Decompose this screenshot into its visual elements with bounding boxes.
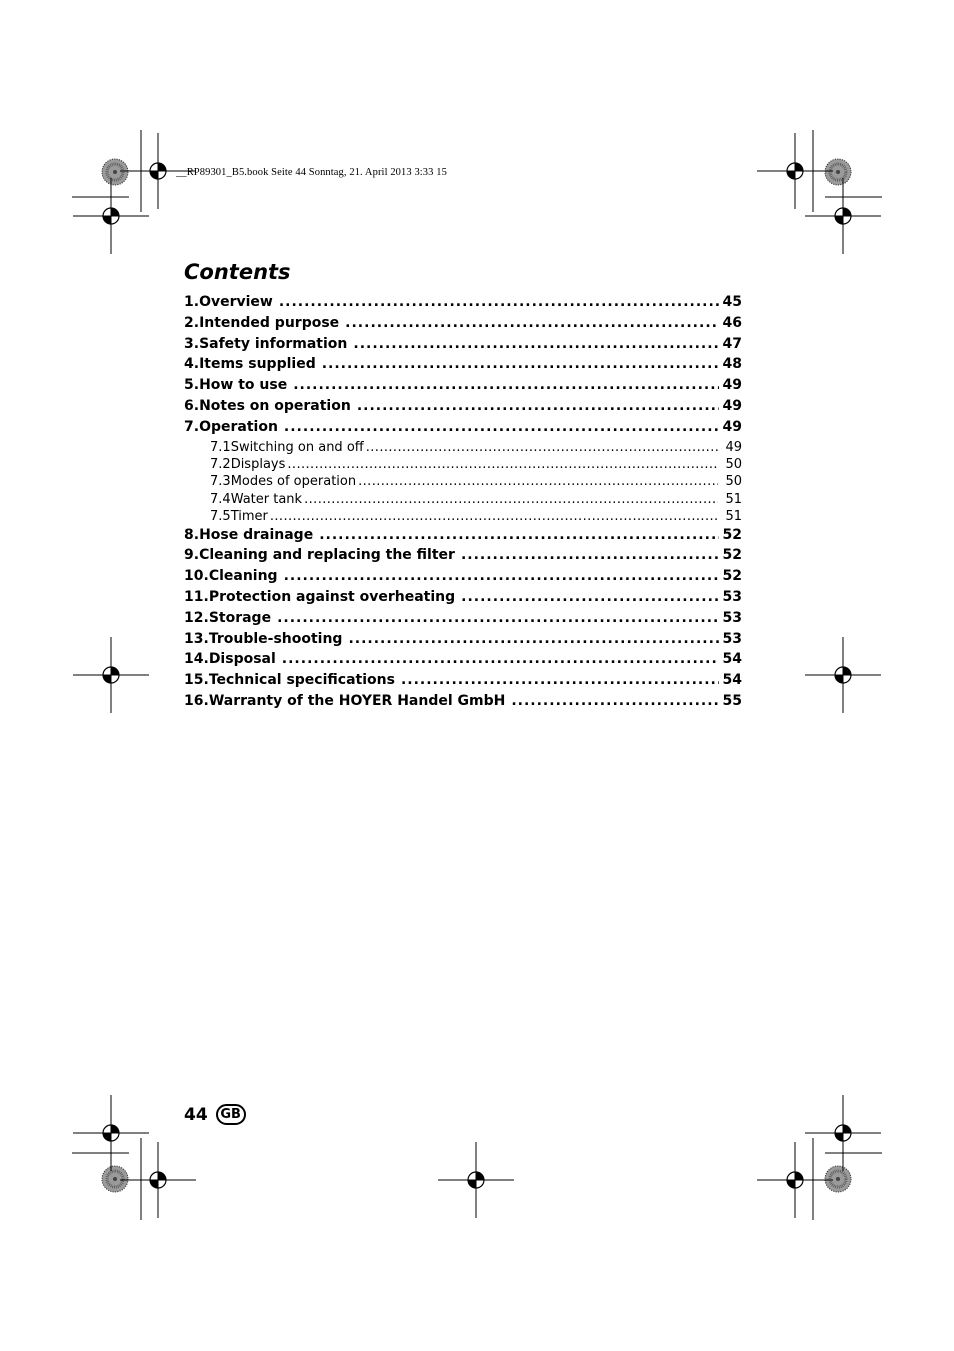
toc-entry-number: 5. xyxy=(184,377,200,394)
toc-entry-number: 10. xyxy=(184,568,209,585)
dot-leader xyxy=(270,509,718,524)
toc-entry[interactable] xyxy=(184,336,742,357)
registration-mark xyxy=(438,1142,514,1218)
toc-entry-label: Hose drainage xyxy=(199,526,314,543)
dot-leader xyxy=(304,492,718,507)
toc-entry-label: Notes on operation xyxy=(199,397,351,414)
registration-mark xyxy=(73,1095,149,1171)
dot-leader xyxy=(287,457,718,472)
toc-subentry[interactable] xyxy=(184,492,742,509)
dot-leader xyxy=(401,672,719,688)
toc-entry[interactable] xyxy=(184,610,742,631)
page-number: 44 xyxy=(184,1104,208,1125)
toc-entry[interactable] xyxy=(184,315,742,336)
toc-entry[interactable] xyxy=(184,693,742,714)
toc-subentry[interactable] xyxy=(184,457,742,474)
toc-entry-page: 53 xyxy=(722,588,742,605)
registration-mark xyxy=(757,133,833,209)
toc-entry-number: 14. xyxy=(184,651,209,668)
language-badge: GB xyxy=(216,1104,246,1125)
toc-entry-number: 7. xyxy=(184,418,200,435)
toc-entry-page: 54 xyxy=(722,672,742,689)
table-of-contents xyxy=(184,294,742,714)
toc-entry-number: 4. xyxy=(184,356,200,373)
toc-entry-number: 7.4 xyxy=(210,491,231,507)
toc-entry-label: Disposal xyxy=(208,651,276,668)
toc-entry-number: 11. xyxy=(184,588,209,605)
registration-mark xyxy=(805,637,881,713)
dot-leader xyxy=(353,336,718,352)
toc-entry-page: 49 xyxy=(722,397,742,414)
toc-subentry[interactable] xyxy=(184,474,742,491)
toc-entry-number: 7.3 xyxy=(210,474,231,490)
dot-leader xyxy=(279,294,719,310)
color-wheel-mark xyxy=(825,1166,851,1192)
toc-entry-label: Displays xyxy=(230,456,286,472)
toc-entry-label: How to use xyxy=(199,377,288,394)
toc-entry-number: 3. xyxy=(184,335,200,352)
toc-entry-label: Water tank xyxy=(230,491,303,507)
toc-entry-page: 55 xyxy=(722,692,742,709)
dot-leader xyxy=(277,610,718,626)
dot-leader xyxy=(348,631,718,647)
toc-entry-page: 46 xyxy=(722,314,742,331)
toc-entry-label: Storage xyxy=(208,609,272,626)
dot-leader xyxy=(282,651,719,667)
dot-leader xyxy=(357,398,719,414)
toc-entry-page: 48 xyxy=(722,356,742,373)
toc-entry-number: 7.5 xyxy=(210,509,231,525)
toc-entry-number: 2. xyxy=(184,314,200,331)
toc-entry[interactable] xyxy=(184,547,742,568)
toc-entry-label: Trouble-shooting xyxy=(208,630,343,647)
toc-entry-page: 47 xyxy=(722,335,742,352)
dot-leader xyxy=(358,474,718,489)
toc-entry-label: Switching on and off xyxy=(230,439,364,455)
toc-entry-number: 13. xyxy=(184,630,209,647)
toc-entry-label: Items supplied xyxy=(199,356,316,373)
toc-entry[interactable] xyxy=(184,398,742,419)
toc-entry-label: Technical specifications xyxy=(208,672,395,689)
toc-entry-page: 52 xyxy=(722,568,742,585)
page-footer xyxy=(184,1104,246,1125)
dot-leader xyxy=(284,568,719,584)
toc-entry-page: 45 xyxy=(722,294,742,310)
page-title: Contents xyxy=(184,260,291,284)
toc-entry-label: Warranty of the HOYER Handel GmbH xyxy=(208,692,506,709)
dot-leader xyxy=(511,693,718,709)
toc-entry-number: 15. xyxy=(184,672,209,689)
registration-mark xyxy=(805,1095,881,1171)
color-wheel-mark xyxy=(102,1166,128,1192)
toc-entry[interactable] xyxy=(184,527,742,548)
toc-entry-page: 49 xyxy=(725,439,742,455)
dot-leader xyxy=(345,315,718,331)
dot-leader xyxy=(461,547,719,563)
registration-mark xyxy=(757,1142,833,1218)
toc-entry-label: Intended purpose xyxy=(199,314,340,331)
toc-entry-label: Protection against overheating xyxy=(208,588,456,605)
toc-entry-page: 54 xyxy=(722,651,742,668)
toc-entry-number: 6. xyxy=(184,397,200,414)
toc-entry[interactable] xyxy=(184,672,742,693)
toc-entry-page: 53 xyxy=(722,630,742,647)
toc-entry-number: 9. xyxy=(184,547,200,564)
dot-leader xyxy=(366,440,718,455)
toc-entry[interactable] xyxy=(184,589,742,610)
toc-entry[interactable] xyxy=(184,294,742,315)
dot-leader xyxy=(284,419,719,435)
registration-mark xyxy=(805,178,881,254)
toc-entry[interactable] xyxy=(184,568,742,589)
toc-entry-number: 1. xyxy=(184,294,200,310)
toc-entry-label: Overview xyxy=(199,294,273,310)
toc-entry-page: 52 xyxy=(722,526,742,543)
toc-entry-number: 8. xyxy=(184,526,200,543)
toc-entry-label: Modes of operation xyxy=(230,474,357,490)
dot-leader xyxy=(293,377,718,393)
toc-entry-page: 51 xyxy=(725,491,742,507)
toc-entry-number: 12. xyxy=(184,609,209,626)
toc-entry-label: Timer xyxy=(230,509,268,525)
registration-mark xyxy=(73,178,149,254)
toc-entry[interactable] xyxy=(184,631,742,652)
toc-entry-label: Cleaning xyxy=(208,568,278,585)
color-wheel-mark xyxy=(825,159,851,185)
toc-subentry[interactable] xyxy=(184,440,742,457)
toc-entry[interactable] xyxy=(184,356,742,377)
registration-mark xyxy=(73,637,149,713)
toc-entry-label: Safety information xyxy=(199,335,348,352)
dot-leader xyxy=(319,527,718,543)
toc-entry[interactable] xyxy=(184,377,742,398)
dot-leader xyxy=(461,589,718,605)
toc-entry-page: 51 xyxy=(725,509,742,525)
toc-subentry[interactable] xyxy=(184,509,742,526)
print-slug: __RP89301_B5.book Seite 44 Sonntag, 21. April 2013 3:33 15 xyxy=(176,167,447,178)
dot-leader xyxy=(322,356,719,372)
toc-entry-page: 50 xyxy=(725,456,742,472)
toc-entry-page: 53 xyxy=(722,609,742,626)
toc-entry[interactable] xyxy=(184,419,742,440)
toc-entry-number: 16. xyxy=(184,692,209,709)
toc-entry-label: Operation xyxy=(199,418,278,435)
color-wheel-mark xyxy=(102,159,128,185)
toc-entry-page: 52 xyxy=(722,547,742,564)
toc-entry-page: 50 xyxy=(725,474,742,490)
toc-entry-page: 49 xyxy=(722,418,742,435)
toc-entry[interactable] xyxy=(184,651,742,672)
toc-entry-page: 49 xyxy=(722,377,742,394)
toc-entry-number: 7.1 xyxy=(210,439,231,455)
toc-entry-label: Cleaning and replacing the filter xyxy=(199,547,455,564)
toc-entry-number: 7.2 xyxy=(210,456,231,472)
registration-mark xyxy=(120,1142,196,1218)
